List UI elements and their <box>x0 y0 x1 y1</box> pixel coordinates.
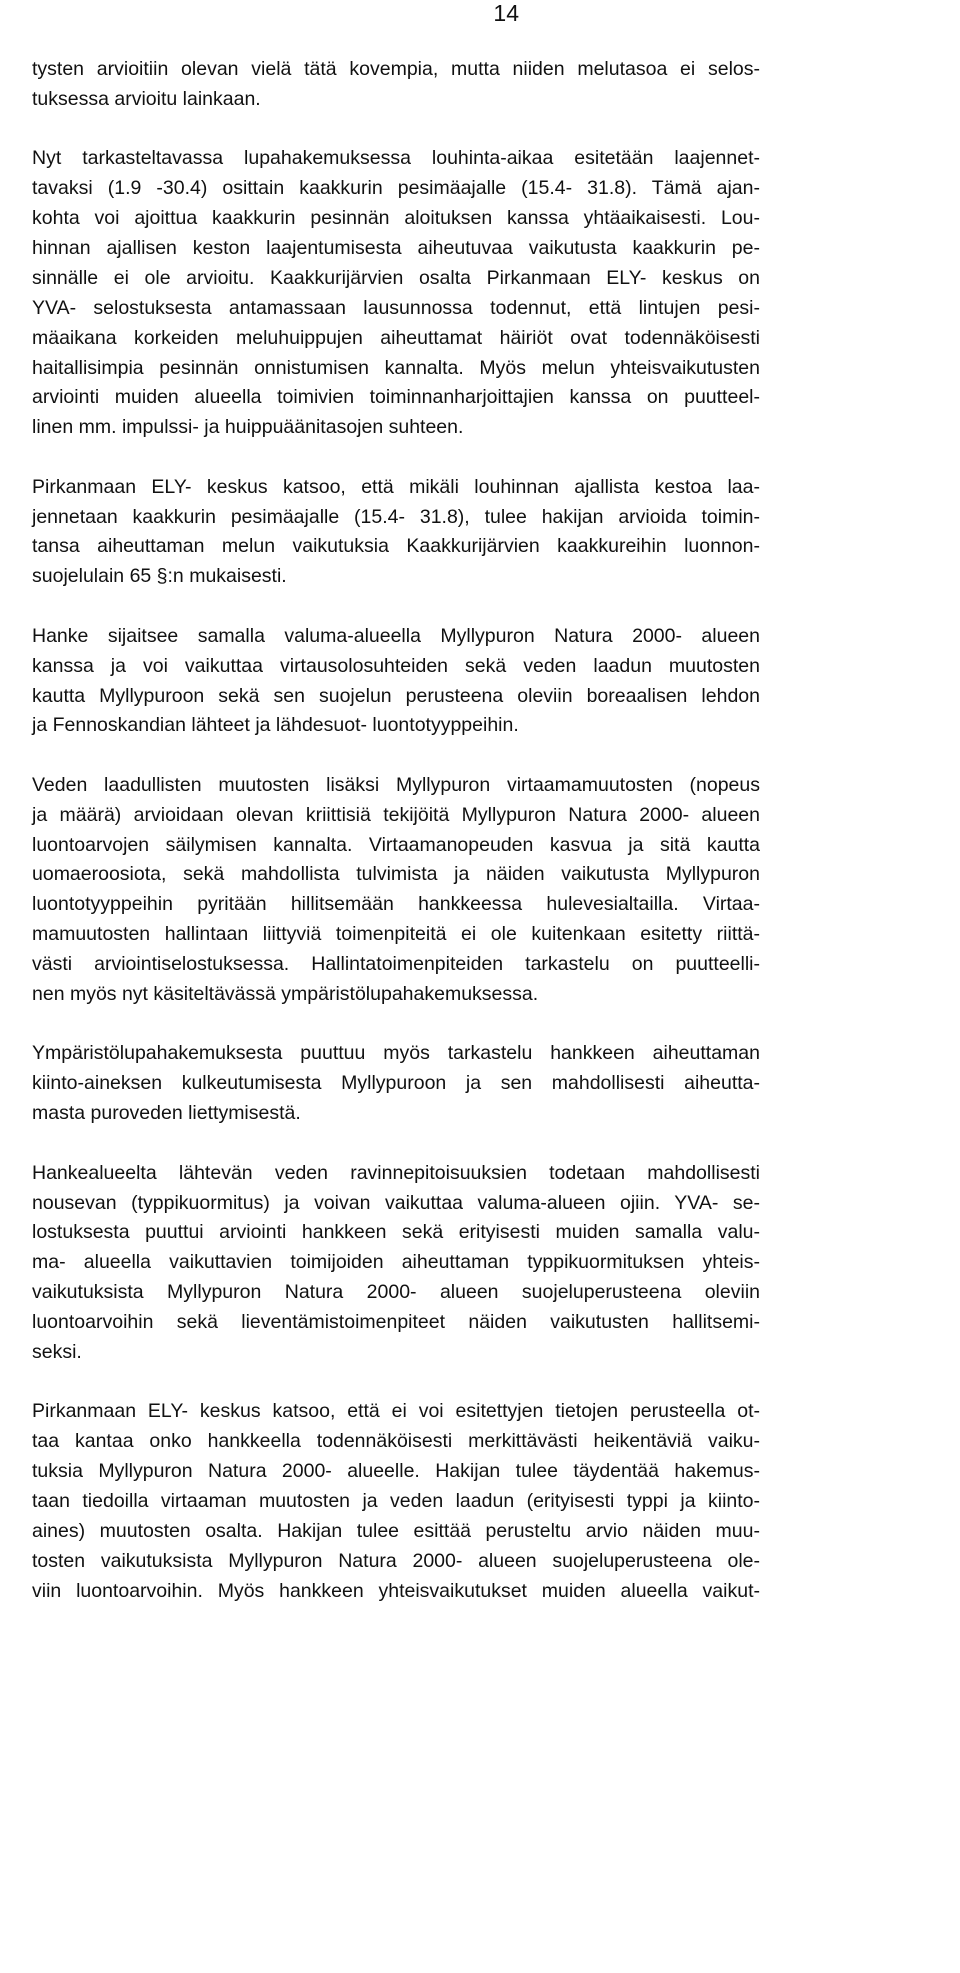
text-line: taa kantaa onko hankkeella todennäköisesti merkittävästi heikentäviä vaiku- <box>32 1430 760 1453</box>
text-line: Nyt tarkasteltavassa lupahakemuksessa louhinta-aikaa esitetään laajennet- <box>32 147 760 170</box>
text-line: luontotyyppeihin pyritään hillitsemään hankkeessa hulevesialtailla. Virtaa- <box>32 893 760 916</box>
text-line: kanssa ja voi vaikuttaa virtausolosuhteiden sekä veden laadun muutosten <box>32 654 760 677</box>
text-line: Hankealueelta lähtevän veden ravinnepitoisuuksien todetaan mahdollisesti <box>32 1161 760 1184</box>
paragraph <box>32 144 760 443</box>
document-body <box>32 55 760 1636</box>
page-number: 14 <box>493 0 519 26</box>
text-line: haitallisimpia pesinnän onnistumisen kannalta. Myös melun yhteisvaikutusten <box>32 356 760 379</box>
text-line: tavaksi (1.9 -30.4) osittain kaakkurin pesimäajalle (15.4- 31.8). Tämä ajan- <box>32 177 760 200</box>
text-line: kohta voi ajoittua kaakkurin pesinnän aloituksen kanssa yhtäaikaisesti. Lou- <box>32 207 760 230</box>
text-line: uomaeroosiota, sekä mahdollista tulvimista ja näiden vaikutusta Myllypuron <box>32 863 760 886</box>
paragraph <box>32 473 760 593</box>
text-line: sinnälle ei ole arvioitu. Kaakkurijärvien osalta Pirkanmaan ELY- keskus on <box>32 266 760 289</box>
text-line: tosten vaikutuksista Myllypuron Natura 2000- alueen suojeluperusteena ole- <box>32 1549 760 1572</box>
text-line: jennetaan kaakkurin pesimäajalle (15.4- 31.8), tulee hakijan arvioida toimin- <box>32 505 760 528</box>
text-line: Hanke sijaitsee samalla valuma-alueella Myllypuron Natura 2000- alueen <box>32 624 760 647</box>
paragraph <box>32 622 760 742</box>
text-line: lostuksesta puuttui arviointi hankkeen sekä erityisesti muiden samalla valu- <box>32 1221 760 1244</box>
text-line: linen mm. impulssi- ja huippuäänitasojen suhteen. <box>32 416 464 439</box>
text-line: vaikutuksista Myllypuron Natura 2000- alueen suojeluperusteena oleviin <box>32 1281 760 1304</box>
text-line: kautta Myllypuroon sekä sen suojelun perusteena oleviin boreaalisen lehdon <box>32 684 760 707</box>
paragraph <box>32 1039 760 1129</box>
text-line: nousevan (typpikuormitus) ja voivan vaikuttaa valuma-alueen ojiin. YVA- se- <box>32 1191 760 1214</box>
text-line: ja Fennoskandian lähteet ja lähdesuot- luontotyyppeihin. <box>32 714 519 737</box>
text-line: mäaikana korkeiden meluhuippujen aiheuttamat häiriöt ovat todennäköisesti <box>32 326 760 349</box>
text-line: tysten arvioitiin olevan vielä tätä kovempia, mutta niiden melutasoa ei selos- <box>32 58 760 80</box>
text-line: viin luontoarvoihin. Myös hankkeen yhteisvaikutukset muiden alueella vaikut- <box>32 1579 760 1602</box>
text-line: masta puroveden liettymisestä. <box>32 1102 301 1125</box>
text-line: nen myös nyt käsiteltävässä ympäristölupahakemuksessa. <box>32 983 539 1006</box>
text-line: luontoarvojen säilymisen kannalta. Virtaamanopeuden kasvua ja sitä kautta <box>32 833 760 856</box>
paragraph <box>32 1397 760 1606</box>
text-line: suojelulain 65 §:n mukaisesti. <box>32 565 287 588</box>
paragraph <box>32 55 760 115</box>
text-line: tuksessa arvioitu lainkaan. <box>32 87 261 110</box>
text-line: mamuutosten hallintaan liittyviä toimenpiteitä ei ole kuitenkaan esitetty riittä- <box>32 923 760 946</box>
text-line: seksi. <box>32 1340 82 1363</box>
text-line: Ympäristölupahakemuksesta puuttuu myös tarkastelu hankkeen aiheuttaman <box>32 1042 760 1065</box>
paragraph <box>32 771 760 1010</box>
text-line: YVA- selostuksesta antamassaan lausunnossa todennut, että lintujen pesi- <box>32 296 760 319</box>
text-line: aines) muutosten osalta. Hakijan tulee esittää perusteltu arvio näiden muu- <box>32 1519 760 1542</box>
text-line: Veden laadullisten muutosten lisäksi Myllypuron virtaamamuutosten (nopeus <box>32 773 760 796</box>
text-line: ma- alueella vaikuttavien toimijoiden aiheuttaman typpikuormituksen yhteis- <box>32 1251 760 1274</box>
text-line: kiinto-aineksen kulkeutumisesta Myllypuroon ja sen mahdollisesti aiheutta- <box>32 1072 760 1095</box>
text-line: Pirkanmaan ELY- keskus katsoo, että mikäli louhinnan ajallista kestoa laa- <box>32 475 760 498</box>
text-line: taan tiedoilla virtaaman muutosten ja veden laadun (erityisesti typpi ja kiinto- <box>32 1490 760 1513</box>
text-line: luontoarvoihin sekä lieventämistoimenpiteet näiden vaikutusten hallitsemi- <box>32 1311 760 1334</box>
text-line: Pirkanmaan ELY- keskus katsoo, että ei voi esitettyjen tietojen perusteella ot- <box>32 1400 760 1423</box>
text-line: västi arviointiselostuksessa. Hallintatoimenpiteiden tarkastelu on puutteelli- <box>32 953 760 976</box>
text-line: ja määrä) arvioidaan olevan kriittisiä tekijöitä Myllypuron Natura 2000- alueen <box>32 803 760 826</box>
text-line: tansa aiheuttaman melun vaikutuksia Kaakkurijärvien kaakkureihin luonnon- <box>32 535 760 558</box>
text-line: tuksia Myllypuron Natura 2000- alueelle. Hakijan tulee täydentää hakemus- <box>32 1460 760 1483</box>
text-line: hinnan ajallisen keston laajentumisesta aiheutuvaa vaikutusta kaakkurin pe- <box>32 236 760 259</box>
paragraph <box>32 1159 760 1368</box>
text-line: arviointi muiden alueella toimivien toiminnanharjoittajien kanssa on puutteel- <box>32 386 760 409</box>
